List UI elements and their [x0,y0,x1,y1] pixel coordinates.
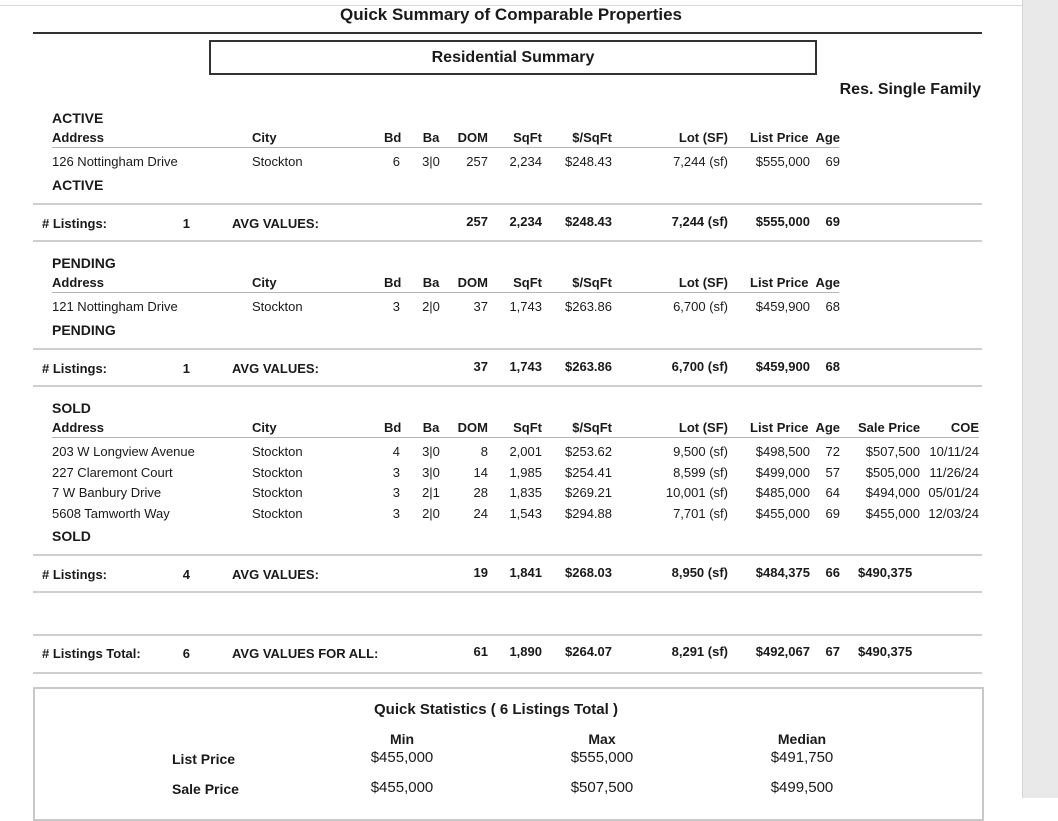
cell-coe: 05/01/24 [928,485,979,500]
listings-count-label: # Listings: [42,360,108,376]
column-header-bd: Bd [384,275,402,290]
section-label: SOLD [52,400,91,416]
cell-ba: 3|0 [422,444,440,459]
rule [33,348,982,350]
cell-ba: 2|0 [422,505,440,521]
column-header-age: Age [815,130,840,145]
cell-ba: 3|0 [422,464,440,480]
column-header-ba: Ba [422,420,440,435]
cell-sqft: 1,543 [509,505,542,521]
cell-list-price: $498,500 [755,444,810,459]
column-header-price-sqft: $/SqFt [572,420,612,435]
rule [33,240,982,242]
column-header-age: Age [815,420,840,435]
stats-header-median: Median [777,731,827,747]
cell-address: 227 Claremont Court [52,464,173,480]
cell-age: 64 [825,485,840,500]
cell-list-price: $459,900 [755,299,810,314]
column-header-sqft: SqFt [513,130,542,145]
section-footer-label: ACTIVE [52,176,104,193]
column-header-list-price: List Price [750,420,809,435]
page-title: Quick Summary of Comparable Properties [340,5,682,24]
cell-dom: 28 [473,485,488,500]
avg-age: 66 [825,565,840,580]
column-header-lot: Lot (SF) [678,275,728,290]
column-header-price-sqft: $/SqFt [572,275,612,290]
cell-lot: 9,500 (sf) [673,444,728,459]
listings-count-value: 1 [182,215,190,231]
stats-value-max: $507,500 [570,779,634,796]
cell-address: 203 W Longview Avenue [52,444,195,459]
column-header-address: Address [52,275,105,290]
rule [33,385,982,387]
cell-age: 57 [825,464,840,480]
avg-price-sqft: $263.86 [565,358,612,374]
cell-age: 69 [825,505,840,521]
rule [52,147,839,148]
listings-count-label: # Listings: [42,215,108,231]
cell-lot: 10,001 (sf) [665,485,728,500]
cell-sqft: 2,001 [509,444,542,459]
stats-value-min: $455,000 [370,749,434,766]
cell-lot: 7,701 (sf) [673,505,728,521]
cell-ba: 2|1 [422,485,440,500]
cell-age: 72 [825,444,840,459]
cell-coe: 10/11/24 [929,444,979,459]
quick-statistics-title: Quick Statistics ( 6 Listings Total ) [374,701,618,718]
cell-ba: 2|0 [422,299,440,314]
cell-dom: 37 [473,299,488,314]
cell-lot: 6,700 (sf) [673,299,728,314]
cell-city: Stockton [252,154,303,169]
cell-dom: 257 [466,154,488,169]
rule [52,292,839,293]
column-header-ba: Ba [422,275,440,290]
column-header-age: Age [815,275,840,290]
column-header-lot: Lot (SF) [678,130,728,145]
cell-sale-price: $505,000 [865,464,920,480]
avg-sqft: 1,841 [509,565,542,580]
avg-list-price: $555,000 [755,213,810,229]
cell-city: Stockton [252,505,303,521]
stats-header-min: Min [389,731,415,747]
cell-bd: 3 [392,464,400,480]
section-label: ACTIVE [52,110,104,126]
cell-dom: 8 [480,444,488,459]
cell-sale-price: $507,500 [865,444,920,459]
column-header-dom: DOM [457,420,488,435]
total-avg-dom: 61 [473,644,488,659]
cell-bd: 3 [392,505,400,521]
cell-bd: 4 [392,444,400,459]
cell-price-sqft: $269.21 [565,485,612,500]
listings-count-value: 1 [182,360,190,376]
cell-lot: 7,244 (sf) [673,154,728,169]
avg-sqft: 1,743 [509,358,542,374]
cell-price-sqft: $254.41 [565,464,612,480]
column-header-city: City [252,130,277,145]
column-header-ba: Ba [422,130,440,145]
residential-summary-box [209,40,817,75]
stats-value-min: $455,000 [370,779,434,796]
avg-age: 68 [825,358,840,374]
avg-values-label: AVG VALUES: [232,360,319,376]
avg-values-label: AVG VALUES: [232,215,319,231]
cell-city: Stockton [252,464,303,480]
rule [33,554,982,556]
avg-sale-price: $490,375 [858,565,913,580]
avg-price-sqft: $248.43 [565,213,612,229]
rule [33,591,982,593]
cell-coe: 11/26/24 [929,464,979,480]
avg-dom: 37 [473,358,488,374]
cell-sqft: 1,743 [509,299,542,314]
avg-dom: 257 [466,213,488,229]
cell-list-price: $455,000 [755,505,810,521]
rule [33,634,982,636]
cell-bd: 3 [392,299,400,314]
cell-price-sqft: $263.86 [565,299,612,314]
column-header-sale-price: Sale Price [858,420,921,435]
listings-count-value: 4 [182,567,190,582]
stats-row-label: List Price [172,751,236,767]
cell-price-sqft: $253.62 [565,444,612,459]
column-header-list-price: List Price [750,130,809,145]
rule [33,672,982,674]
cell-city: Stockton [252,444,303,459]
column-header-address: Address [52,420,105,435]
cell-bd: 3 [392,485,400,500]
cell-city: Stockton [252,485,303,500]
rule [52,437,979,438]
column-header-city: City [252,275,277,290]
cell-sqft: 1,835 [509,485,542,500]
listings-total-value: 6 [182,646,190,661]
stats-value-max: $555,000 [570,749,634,766]
residential-summary-label: Residential Summary [431,49,595,66]
total-avg-age: 67 [825,644,840,659]
cell-price-sqft: $248.43 [565,154,612,169]
cell-sale-price: $494,000 [865,485,920,500]
column-header-list-price: List Price [750,275,809,290]
cell-address: 5608 Tamworth Way [52,505,170,521]
total-avg-list-price: $492,067 [755,644,810,659]
avg-lot: 8,950 (sf) [671,565,728,580]
cell-sqft: 2,234 [509,154,542,169]
title-rule [33,32,982,34]
avg-values-all-label: AVG VALUES FOR ALL: [232,646,379,661]
avg-sqft: 2,234 [509,213,542,229]
column-header-lot: Lot (SF) [678,420,728,435]
section-label: PENDING [52,255,116,271]
cell-address: 126 Nottingham Drive [52,154,178,169]
avg-dom: 19 [473,565,488,580]
column-header-dom: DOM [457,130,488,145]
section-footer-label: PENDING [52,321,116,338]
cell-age: 69 [825,154,840,169]
column-header-sqft: SqFt [513,420,542,435]
stats-row-label: Sale Price [172,781,239,797]
section-footer-label: SOLD [52,528,91,544]
cell-city: Stockton [252,299,303,314]
listings-total-label: # Listings Total: [42,646,141,661]
cell-address: 121 Nottingham Drive [52,299,178,314]
avg-price-sqft: $268.03 [565,565,612,580]
cell-bd: 6 [392,154,400,169]
cell-list-price: $499,000 [755,464,810,480]
column-header-price-sqft: $/SqFt [572,130,612,145]
cell-dom: 24 [473,505,488,521]
column-header-bd: Bd [384,130,402,145]
stats-header-max: Max [588,731,616,747]
listings-count-label: # Listings: [42,567,108,582]
total-avg-lot: 8,291 (sf) [671,644,728,659]
cell-list-price: $555,000 [755,154,810,169]
avg-list-price: $484,375 [755,565,810,580]
property-type-label: Res. Single Family [839,81,981,98]
total-avg-price-sqft: $264.07 [565,644,612,659]
cell-age: 68 [825,299,840,314]
cell-dom: 14 [473,464,488,480]
column-header-coe: COE [950,420,979,435]
avg-list-price: $459,900 [755,358,810,374]
total-avg-sqft: 1,890 [509,644,542,659]
column-header-bd: Bd [384,420,402,435]
column-header-dom: DOM [457,275,488,290]
cell-price-sqft: $294.88 [565,505,612,521]
cell-coe: 12/03/24 [928,505,979,521]
column-header-city: City [252,420,277,435]
cell-ba: 3|0 [422,154,440,169]
stats-value-median: $491,750 [770,749,834,766]
stats-value-median: $499,500 [770,779,834,796]
rule [33,203,982,205]
cell-address: 7 W Banbury Drive [52,485,162,500]
cell-sale-price: $455,000 [865,505,920,521]
avg-lot: 7,244 (sf) [671,213,728,229]
avg-lot: 6,700 (sf) [671,358,728,374]
column-header-address: Address [52,130,105,145]
cell-list-price: $485,000 [755,485,810,500]
avg-age: 69 [825,213,840,229]
avg-values-label: AVG VALUES: [232,567,319,582]
total-avg-sale-price: $490,375 [858,644,913,659]
cell-sqft: 1,985 [509,464,542,480]
column-header-sqft: SqFt [513,275,542,290]
scroll-gutter[interactable] [1022,0,1058,798]
cell-lot: 8,599 (sf) [673,464,728,480]
